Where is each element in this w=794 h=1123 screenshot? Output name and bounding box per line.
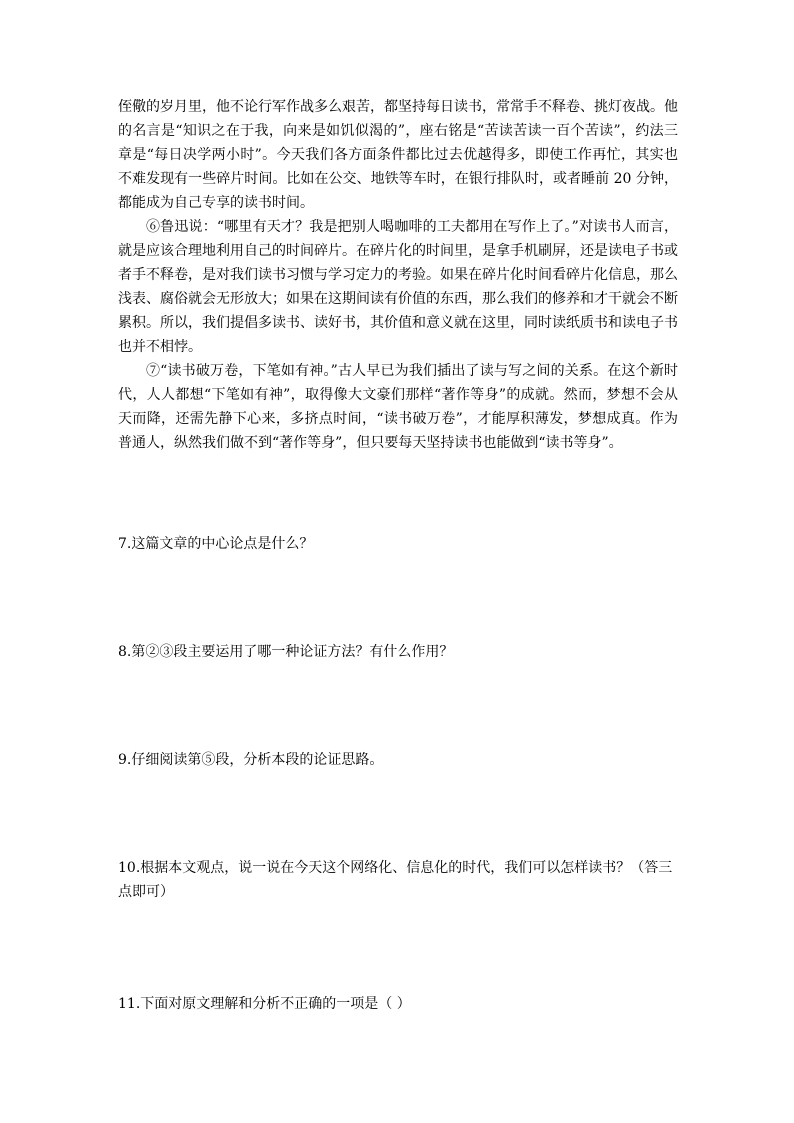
question-9: 9.仔细阅读第⑤段，分析本段的论证思路。 xyxy=(118,752,384,768)
passage-paragraph-7: ⑦“读书破万卷，下笔如有神。”古人早已为我们插出了读与写之间的关系。在这个新时代，人人都想“下笔如有神”，取得像大文豪们那样“著作等身”的成就。然而，梦想不会从天而降，还需先静下心来，多挤点时间，“读书破万卷”，才能厚积薄发，梦想成真。作为普通人，纵然我们做不到“著作等身”，但只要每天坚持读书也能做到“读书等身”。 xyxy=(118,363,678,451)
question-7: 7.这篇文章的中心论点是什么？ xyxy=(118,536,314,552)
question-8: 8.第②③段主要运用了哪一种论证方法？有什么作用？ xyxy=(118,644,454,660)
passage xyxy=(118,95,678,455)
question-11: 11.下面对原文理解和分析不正确的一项是（ ） xyxy=(118,996,411,1012)
passage-paragraph-continued: 侄儆的岁月里，他不论行军作战多么艰苦，都坚持每日读书，常常手不释卷、挑灯夜战。他的名言是“知识之在于我，向来是如饥似渴的”，座右铭是“苦读苦读一百个苦读”，约法三章是“每日决学两小时”。今天我们各方面条件都比过去优越得多，即使工作再忙，其实也不难发现有一些碎片时间。比如在公交、地铁等车时，在银行排队时，或者睡前 20 分钟，都能成为自己专享的读书时间。 xyxy=(118,99,678,211)
passage-paragraph-6: ⑥鲁迅说：“哪里有天才？我是把别人喝咖啡的工夫都用在写作上了。”对读书人而言，就是应该合理地利用自己的时间碎片。在碎片化的时间里，是拿手机刷屏，还是读电子书或者手不释卷，是对我们读书习惯与学习定力的考验。如果在碎片化时间看碎片化信息，那么浅表、腐俗就会无形放大；如果在这期间读有价值的东西，那么我们的修养和才干就会不断累积。所以，我们提倡多读书、读好书，其价值和意义就在这里，同时读纸质书和读电子书也并不相悖。 xyxy=(118,219,678,355)
question-10: 10.根据本文观点，说一说在今天这个网络化、信息化的时代，我们可以怎样读书？（答三点即可） xyxy=(118,860,673,900)
